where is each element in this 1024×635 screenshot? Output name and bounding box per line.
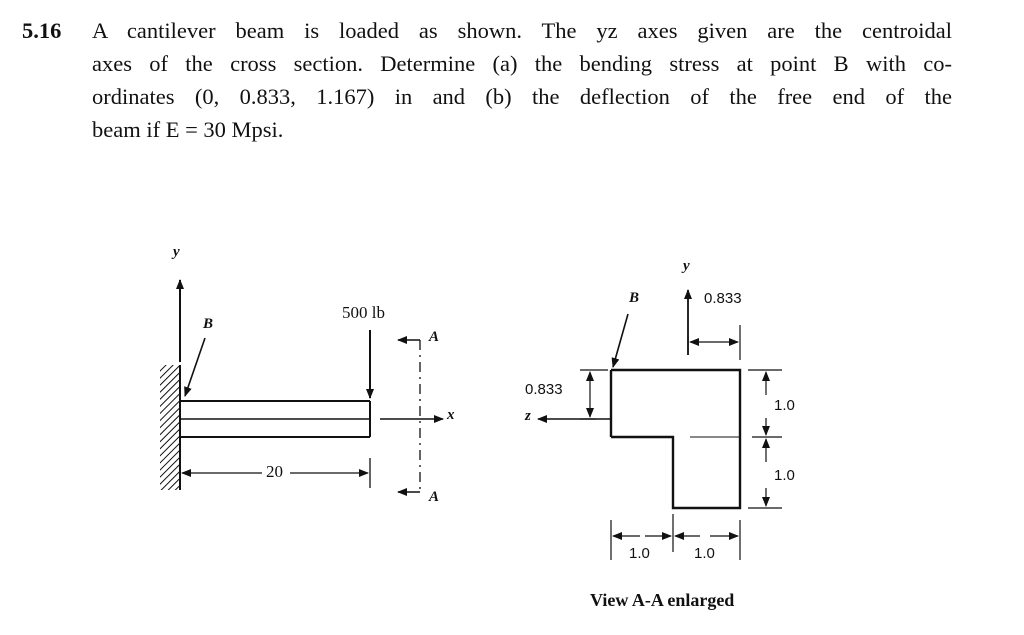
z-axis-label: z	[525, 408, 531, 424]
section-outline	[611, 370, 740, 508]
dim-left-label: 0.833	[525, 381, 563, 398]
section-mark-top-label: A	[429, 329, 440, 345]
beam-body	[180, 401, 370, 437]
problem-line-4: beam if E = 30 Mpsi.	[92, 117, 284, 142]
cantilever-beam-figure	[160, 280, 443, 492]
dim-bottom-left-label: 1.0	[629, 545, 650, 562]
beam-point-b-label: B	[203, 316, 214, 332]
problem-line-1: A cantilever beam is loaded as shown. The yz axes given are the centroidal	[92, 18, 952, 43]
dim-right-lower-label: 1.0	[774, 467, 795, 484]
cross-section-figure	[538, 290, 782, 560]
beam-x-axis-label: x	[447, 407, 455, 423]
beam-point-b-leader	[185, 338, 205, 396]
section-point-b-leader	[613, 314, 628, 367]
dim-right	[748, 370, 782, 508]
beam-y-axis-label: y	[173, 244, 180, 260]
dim-right-upper-label: 1.0	[774, 397, 795, 414]
dim-top-label: 0.833	[704, 290, 742, 307]
dim-top-0833	[688, 325, 740, 360]
fixed-wall-hatch	[160, 365, 180, 490]
section-point-b-label: B	[629, 290, 640, 306]
problem-line-3: ordinates (0, 0.833, 1.167) in and (b) the deflection of the free end of the	[92, 84, 952, 109]
load-label: 500 lb	[342, 303, 385, 322]
length-label: 20	[266, 462, 283, 481]
section-y-axis-label: y	[683, 258, 690, 274]
problem-line-2: axes of the cross section. Determine (a) the bending stress at point B with co-	[92, 51, 952, 76]
section-caption: View A-A enlarged	[590, 590, 735, 610]
dim-bottom-right-label: 1.0	[694, 545, 715, 562]
dim-left-0833	[580, 370, 608, 419]
section-mark-bottom-label: A	[429, 489, 440, 505]
problem-number: 5.16	[22, 18, 62, 43]
